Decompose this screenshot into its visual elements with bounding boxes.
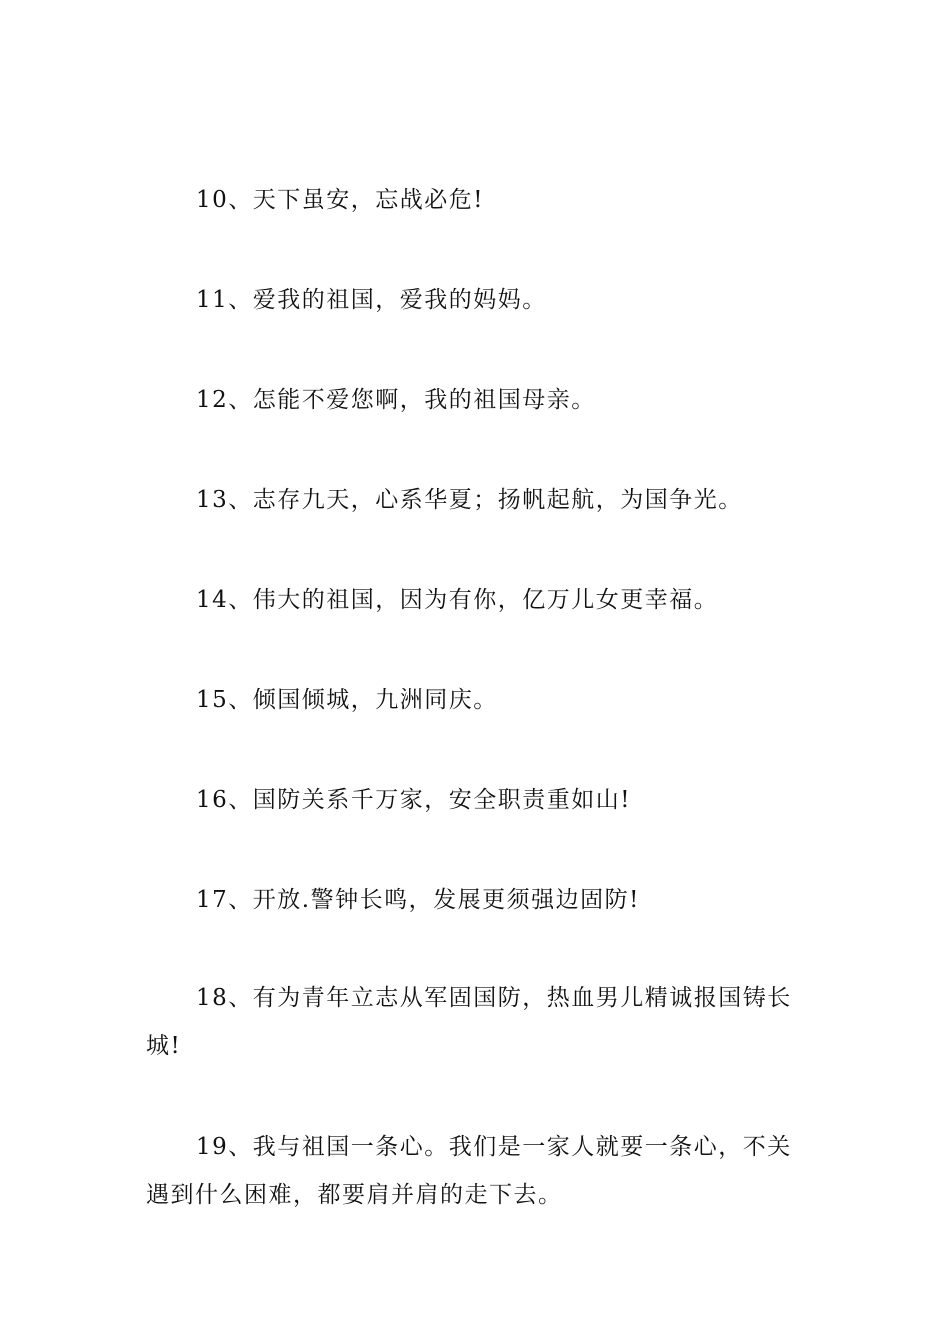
list-item: 16、国防关系千万家，安全职责重如山! (196, 787, 632, 813)
list-item: 19、我与祖国一条心。我们是一家人就要一条心，不关遇到什么困难，都要肩并肩的走下去。 (146, 1134, 792, 1208)
list-item: 11、爱我的祖国，爱我的妈妈。 (196, 287, 547, 313)
list-item: 13、志存九天，心系华夏；扬帆起航，为国争光。 (196, 487, 743, 513)
list-item: 14、伟大的祖国，因为有你，亿万儿女更幸福。 (196, 587, 719, 613)
list-item: 17、开放.警钟长鸣，发展更须强边固防! (196, 887, 640, 913)
list-item: 12、怎能不爱您啊，我的祖国母亲。 (196, 387, 596, 413)
list-item: 15、倾国倾城，九洲同庆。 (196, 687, 498, 713)
list-item: 18、有为青年立志从军固国防，热血男儿精诚报国铸长城! (146, 985, 792, 1059)
list-item: 10、天下虽安，忘战必危! (196, 187, 485, 213)
